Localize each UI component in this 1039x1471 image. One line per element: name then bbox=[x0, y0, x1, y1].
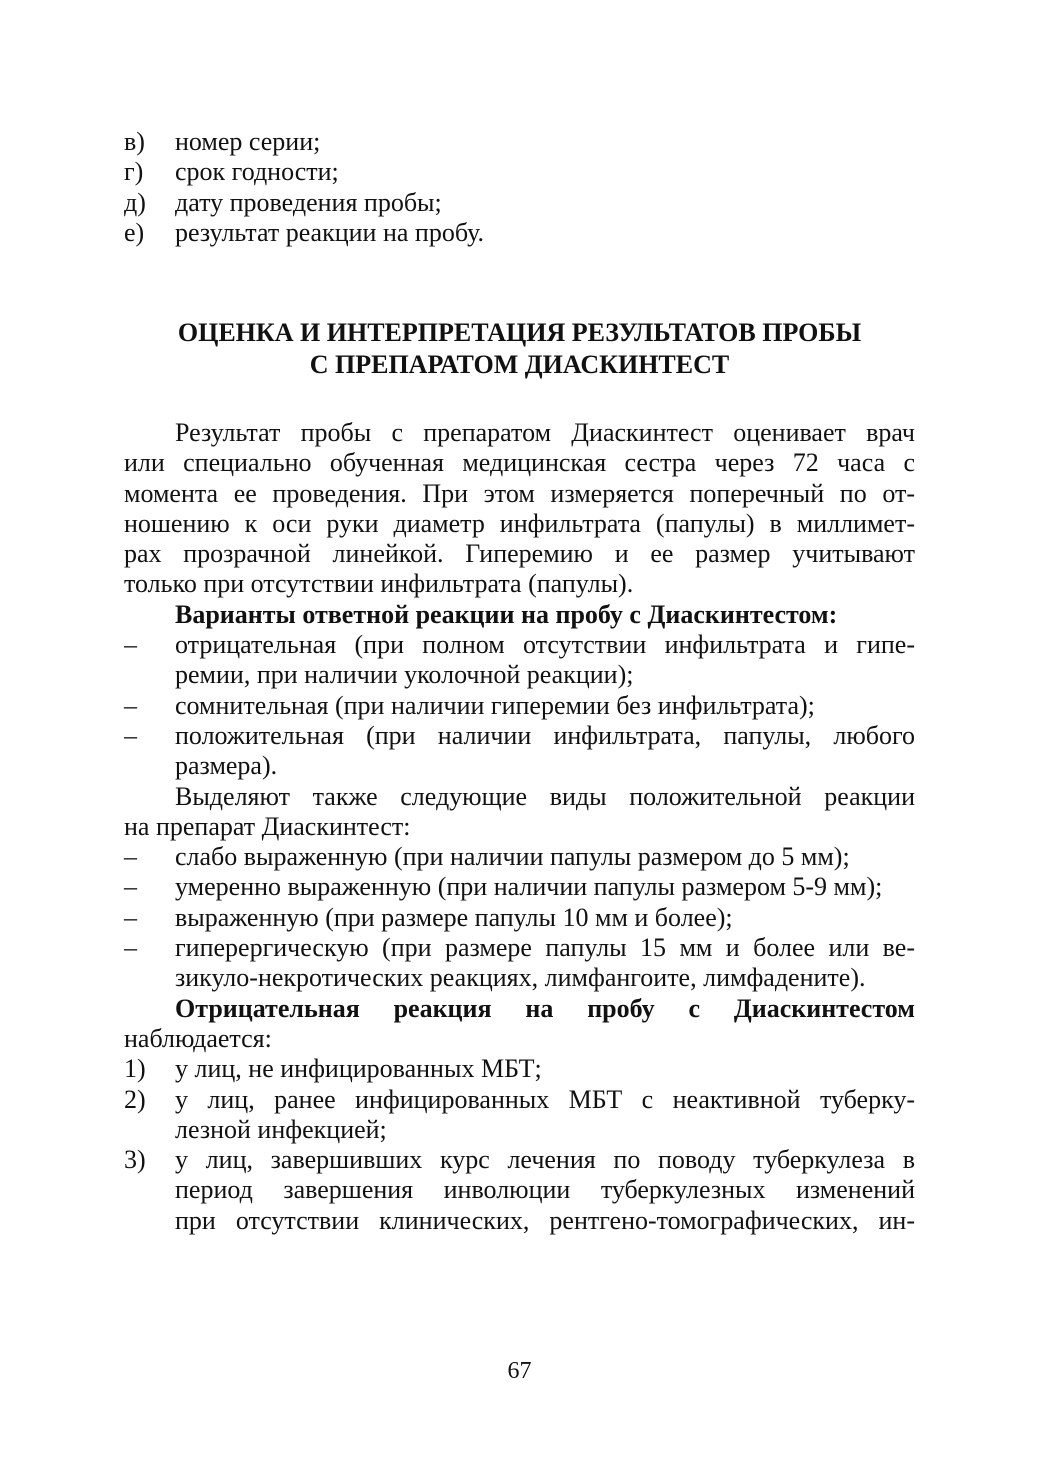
top-list bbox=[124, 127, 915, 248]
list-item bbox=[124, 630, 915, 660]
bold-paragraph-line: Отрицательная реакция на пробу с Диаскинтестом bbox=[175, 993, 915, 1023]
heading-line: С ПРЕПАРАТОМ ДИАСКИНТЕСТ bbox=[309, 350, 730, 379]
paragraph-line: Выделяют также следующие виды положительной реакции bbox=[175, 781, 915, 811]
list-item bbox=[124, 903, 915, 933]
paragraph-line: ношению к оси руки диаметр инфильтрата (папулы) в миллимет- bbox=[124, 508, 915, 538]
paragraph-line: Результат пробы с препаратом Диаскинтест оценивает врач bbox=[175, 418, 915, 447]
list-marker: д) bbox=[124, 187, 146, 217]
list-item-continuation: ремии, при наличии уколочной реакции); bbox=[175, 660, 634, 690]
subheading: Варианты ответной реакции на пробу с Диаскинтестом: bbox=[175, 599, 838, 629]
list-item-text: положительная (при наличии инфильтрата, папулы, любого bbox=[175, 720, 915, 750]
list-item-text: срок годности; bbox=[175, 157, 339, 187]
page-number: 67 bbox=[507, 1358, 532, 1384]
paragraph-line: момента ее проведения. При этом измеряется поперечный по от- bbox=[124, 478, 915, 508]
list-item-text: слабо выраженную (при наличии папулы размером до 5 мм); bbox=[175, 842, 850, 872]
paragraph-line: рах прозрачной линейкой. Гиперемию и ее размер учитывают bbox=[124, 539, 915, 569]
numbered-item bbox=[124, 1145, 915, 1175]
list-item bbox=[124, 127, 915, 157]
list-item bbox=[124, 157, 915, 187]
list-item-continuation: при отсутствии клинических, рентгено-томографических, ин- bbox=[175, 1205, 915, 1235]
list-item-text: выраженную (при размере папулы 10 мм и более); bbox=[175, 902, 733, 932]
dash-marker: – bbox=[124, 902, 137, 932]
list-item-text: у лиц, ранее инфицированных МБТ с неактивной туберку- bbox=[175, 1084, 915, 1114]
list-item bbox=[124, 872, 915, 902]
numbered-item bbox=[124, 1085, 915, 1115]
list-marker: 1) bbox=[124, 1054, 146, 1084]
list-marker: 2) bbox=[124, 1084, 146, 1114]
dash-marker: – bbox=[124, 842, 137, 872]
list-item bbox=[124, 218, 915, 248]
dash-marker: – bbox=[124, 630, 137, 660]
list-marker: г) bbox=[124, 157, 144, 187]
heading-line: ОЦЕНКА И ИНТЕРПРЕТАЦИЯ РЕЗУЛЬТАТОВ ПРОБЫ bbox=[177, 318, 862, 347]
list-item-text: у лиц, завершивших курс лечения по поводу туберкулеза в bbox=[175, 1145, 915, 1175]
list-item-text: у лиц, не инфицированных МБТ; bbox=[175, 1054, 542, 1084]
list-item bbox=[124, 721, 915, 751]
list-marker: в) bbox=[124, 127, 145, 156]
dash-marker: – bbox=[124, 872, 137, 902]
list-item bbox=[124, 842, 915, 872]
list-item-text: сомнительная (при наличии гиперемии без инфильтрата); bbox=[175, 690, 815, 720]
paragraph-line: на препарат Диаскинтест: bbox=[124, 811, 411, 841]
list-item-text: умеренно выраженную (при наличии папулы размером 5-9 мм); bbox=[175, 872, 883, 902]
dash-marker: – bbox=[124, 933, 137, 963]
list-item-text: номер серии; bbox=[175, 127, 321, 156]
paragraph-line: наблюдается: bbox=[124, 1023, 272, 1053]
list-item-continuation: лезной инфекцией; bbox=[175, 1114, 387, 1144]
list-marker: 3) bbox=[124, 1145, 146, 1175]
paragraph-line: или специально обученная медицинская сестра через 72 часа с bbox=[124, 448, 915, 478]
list-item bbox=[124, 691, 915, 721]
list-item bbox=[124, 188, 915, 218]
dash-marker: – bbox=[124, 720, 137, 750]
list-item-continuation: период завершения инволюции туберкулезных изменений bbox=[175, 1175, 915, 1205]
list-item-text: гиперергическую (при размере папулы 15 мм и более или ве- bbox=[175, 933, 915, 963]
list-item-text: отрицательная (при полном отсутствии инфильтрата и гипе- bbox=[175, 630, 915, 660]
numbered-item bbox=[124, 1054, 915, 1084]
list-item-text: дату проведения пробы; bbox=[175, 187, 442, 217]
paragraph-line: только при отсутствии инфильтрата (папулы). bbox=[124, 569, 634, 599]
list-marker: е) bbox=[124, 217, 145, 247]
list-item-text: результат реакции на пробу. bbox=[175, 217, 484, 247]
list-item bbox=[124, 933, 915, 963]
section-heading bbox=[124, 317, 915, 381]
main-body bbox=[124, 418, 915, 1236]
list-item-continuation: размера). bbox=[175, 751, 278, 781]
list-item-continuation: зикуло-некротических реакциях, лимфангоите, лимфадените). bbox=[175, 963, 866, 993]
dash-marker: – bbox=[124, 690, 137, 720]
